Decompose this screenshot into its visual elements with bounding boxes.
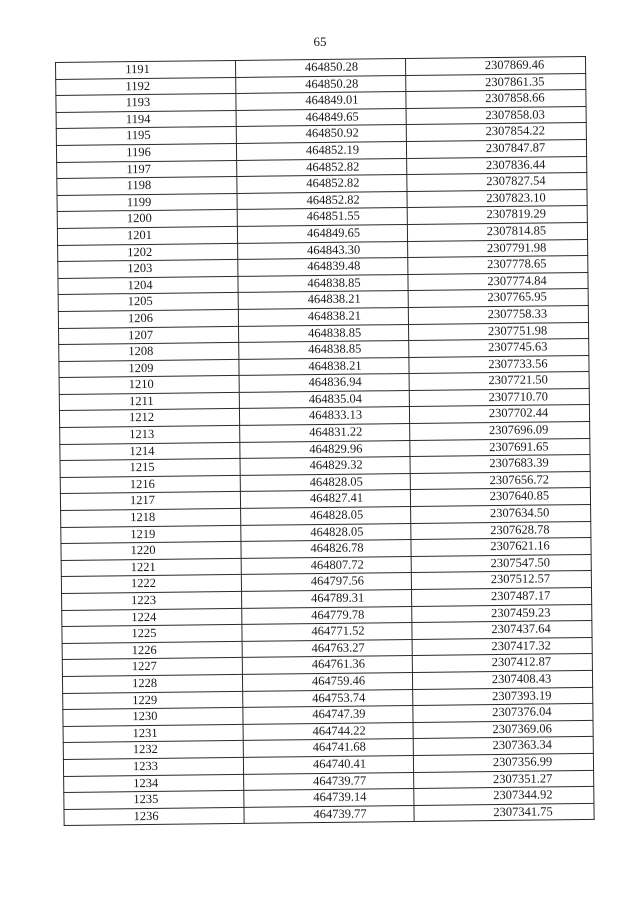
point-number-cell: 1230 (63, 708, 243, 727)
y-coordinate-cell: 2307696.09 (410, 422, 590, 441)
x-coordinate-cell: 464739.77 (244, 772, 414, 791)
y-coordinate-cell: 2307351.27 (414, 770, 594, 789)
x-coordinate-cell: 464833.13 (239, 407, 409, 426)
point-number-cell: 1193 (56, 94, 236, 113)
x-coordinate-cell: 464753.74 (243, 689, 413, 708)
x-coordinate-cell: 464827.41 (240, 490, 410, 509)
x-coordinate-cell: 464761.36 (242, 656, 412, 675)
point-number-cell: 1197 (57, 160, 237, 179)
point-number-cell: 1195 (56, 127, 236, 146)
x-coordinate-cell: 464838.85 (238, 274, 408, 293)
y-coordinate-cell: 2307721.50 (409, 372, 589, 391)
point-number-cell: 1233 (63, 757, 243, 776)
point-number-cell: 1211 (59, 392, 239, 411)
y-coordinate-cell: 2307408.43 (412, 670, 592, 689)
point-number-cell: 1203 (58, 260, 238, 279)
y-coordinate-cell: 2307819.29 (407, 206, 587, 225)
y-coordinate-cell: 2307778.65 (408, 256, 588, 275)
point-number-cell: 1210 (59, 376, 239, 395)
y-coordinate-cell: 2307512.57 (411, 571, 591, 590)
y-coordinate-cell: 2307369.06 (413, 720, 593, 739)
point-number-cell: 1226 (62, 641, 242, 660)
y-coordinate-cell: 2307823.10 (407, 189, 587, 208)
point-number-cell: 1218 (61, 508, 241, 527)
x-coordinate-cell: 464852.19 (236, 141, 406, 160)
x-coordinate-cell: 464763.27 (242, 639, 412, 658)
y-coordinate-cell: 2307344.92 (414, 787, 594, 806)
x-coordinate-cell: 464850.92 (236, 125, 406, 144)
point-number-cell: 1201 (57, 226, 237, 245)
x-coordinate-cell: 464826.78 (241, 540, 411, 559)
x-coordinate-cell: 464849.65 (237, 224, 407, 243)
x-coordinate-cell: 464850.28 (235, 59, 405, 78)
point-number-cell: 1224 (62, 608, 242, 627)
y-coordinate-cell: 2307733.56 (409, 355, 589, 374)
x-coordinate-cell: 464831.22 (240, 424, 410, 443)
x-coordinate-cell: 464828.05 (241, 523, 411, 542)
y-coordinate-cell: 2307765.95 (408, 289, 588, 308)
y-coordinate-cell: 2307854.22 (406, 123, 586, 142)
y-coordinate-cell: 2307547.50 (411, 554, 591, 573)
point-number-cell: 1202 (58, 243, 238, 262)
coordinates-table (55, 56, 595, 826)
y-coordinate-cell: 2307417.32 (412, 637, 592, 656)
y-coordinate-cell: 2307691.65 (410, 438, 590, 457)
y-coordinate-cell: 2307634.50 (411, 504, 591, 523)
x-coordinate-cell: 464849.65 (236, 108, 406, 127)
y-coordinate-cell: 2307751.98 (408, 322, 588, 341)
y-coordinate-cell: 2307847.87 (406, 139, 586, 158)
x-coordinate-cell: 464850.28 (236, 75, 406, 94)
point-number-cell: 1219 (61, 525, 241, 544)
x-coordinate-cell: 464828.05 (240, 473, 410, 492)
x-coordinate-cell: 464843.30 (238, 241, 408, 260)
point-number-cell: 1216 (60, 475, 240, 494)
point-number-cell: 1217 (60, 492, 240, 511)
y-coordinate-cell: 2307341.75 (414, 803, 594, 822)
x-coordinate-cell: 464852.82 (237, 191, 407, 210)
x-coordinate-cell: 464849.01 (236, 92, 406, 111)
x-coordinate-cell: 464829.96 (240, 440, 410, 459)
x-coordinate-cell: 464836.94 (239, 374, 409, 393)
x-coordinate-cell: 464741.68 (243, 739, 413, 758)
x-coordinate-cell: 464771.52 (242, 623, 412, 642)
point-number-cell: 1204 (58, 276, 238, 295)
y-coordinate-cell: 2307437.64 (412, 621, 592, 640)
x-coordinate-cell: 464838.21 (239, 357, 409, 376)
point-number-cell: 1228 (62, 674, 242, 693)
x-coordinate-cell: 464838.85 (239, 341, 409, 360)
point-number-cell: 1221 (61, 558, 241, 577)
coordinates-table-container (55, 56, 594, 826)
y-coordinate-cell: 2307412.87 (412, 654, 592, 673)
y-coordinate-cell: 2307710.70 (409, 388, 589, 407)
y-coordinate-cell: 2307640.85 (410, 488, 590, 507)
x-coordinate-cell: 464852.82 (237, 175, 407, 194)
x-coordinate-cell: 464740.41 (243, 755, 413, 774)
x-coordinate-cell: 464839.48 (238, 258, 408, 277)
point-number-cell: 1205 (58, 293, 238, 312)
x-coordinate-cell: 464852.82 (237, 158, 407, 177)
y-coordinate-cell: 2307363.34 (413, 737, 593, 756)
y-coordinate-cell: 2307836.44 (407, 156, 587, 175)
x-coordinate-cell: 464829.32 (240, 457, 410, 476)
x-coordinate-cell: 464797.56 (241, 573, 411, 592)
point-number-cell: 1235 (64, 791, 244, 810)
point-number-cell: 1234 (64, 774, 244, 793)
y-coordinate-cell: 2307683.39 (410, 455, 590, 474)
y-coordinate-cell: 2307745.63 (409, 339, 589, 358)
point-number-cell: 1206 (58, 309, 238, 328)
x-coordinate-cell: 464838.21 (238, 291, 408, 310)
y-coordinate-cell: 2307869.46 (405, 56, 585, 75)
x-coordinate-cell: 464835.04 (239, 390, 409, 409)
point-number-cell: 1227 (62, 658, 242, 677)
point-number-cell: 1220 (61, 542, 241, 561)
y-coordinate-cell: 2307621.16 (411, 538, 591, 557)
x-coordinate-cell: 464744.22 (243, 722, 413, 741)
x-coordinate-cell: 464759.46 (242, 672, 412, 691)
point-number-cell: 1199 (57, 193, 237, 212)
y-coordinate-cell: 2307656.72 (410, 471, 590, 490)
y-coordinate-cell: 2307628.78 (411, 521, 591, 540)
y-coordinate-cell: 2307858.03 (406, 106, 586, 125)
x-coordinate-cell: 464739.77 (244, 805, 414, 824)
x-coordinate-cell: 464807.72 (241, 556, 411, 575)
point-number-cell: 1229 (63, 691, 243, 710)
y-coordinate-cell: 2307814.85 (407, 222, 587, 241)
y-coordinate-cell: 2307702.44 (409, 405, 589, 424)
point-number-cell: 1223 (62, 591, 242, 610)
y-coordinate-cell: 2307827.54 (407, 173, 587, 192)
y-coordinate-cell: 2307774.84 (408, 272, 588, 291)
x-coordinate-cell: 464828.05 (241, 507, 411, 526)
y-coordinate-cell: 2307758.33 (408, 305, 588, 324)
y-coordinate-cell: 2307791.98 (408, 239, 588, 258)
point-number-cell: 1232 (63, 741, 243, 760)
point-number-cell: 1194 (56, 110, 236, 129)
x-coordinate-cell: 464779.78 (242, 606, 412, 625)
y-coordinate-cell: 2307487.17 (412, 587, 592, 606)
point-number-cell: 1236 (64, 807, 244, 826)
point-number-cell: 1215 (60, 459, 240, 478)
point-number-cell: 1191 (56, 60, 236, 79)
x-coordinate-cell: 464851.55 (237, 208, 407, 227)
x-coordinate-cell: 464747.39 (243, 706, 413, 725)
point-number-cell: 1198 (57, 177, 237, 196)
point-number-cell: 1208 (59, 343, 239, 362)
point-number-cell: 1212 (59, 409, 239, 428)
x-coordinate-cell: 464739.14 (244, 789, 414, 808)
point-number-cell: 1196 (56, 143, 236, 162)
point-number-cell: 1225 (62, 625, 242, 644)
point-number-cell: 1209 (59, 359, 239, 378)
y-coordinate-cell: 2307858.66 (406, 90, 586, 109)
point-number-cell: 1231 (63, 724, 243, 743)
point-number-cell: 1214 (60, 442, 240, 461)
x-coordinate-cell: 464838.21 (238, 307, 408, 326)
page-number: 65 (313, 34, 327, 49)
y-coordinate-cell: 2307376.04 (413, 704, 593, 723)
y-coordinate-cell: 2307356.99 (413, 753, 593, 772)
y-coordinate-cell: 2307861.35 (406, 73, 586, 92)
y-coordinate-cell: 2307393.19 (413, 687, 593, 706)
x-coordinate-cell: 464838.85 (239, 324, 409, 343)
point-number-cell: 1207 (59, 326, 239, 345)
coordinates-table-body (56, 56, 595, 825)
point-number-cell: 1200 (57, 210, 237, 229)
y-coordinate-cell: 2307459.23 (412, 604, 592, 623)
x-coordinate-cell: 464789.31 (242, 589, 412, 608)
point-number-cell: 1222 (61, 575, 241, 594)
point-number-cell: 1192 (56, 77, 236, 96)
point-number-cell: 1213 (60, 425, 240, 444)
